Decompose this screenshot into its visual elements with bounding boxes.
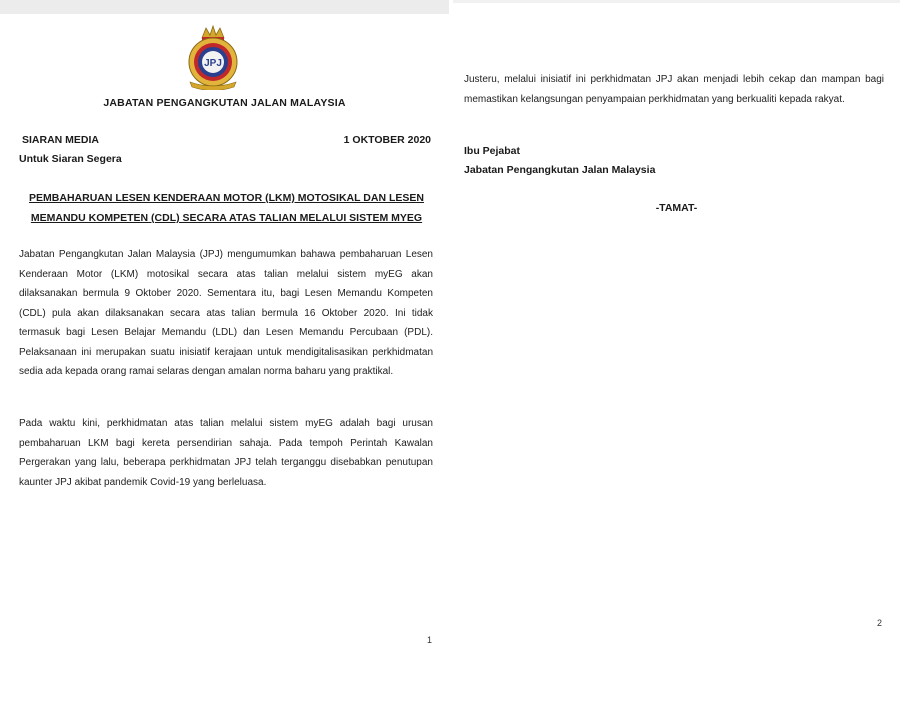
svg-text:JPJ: JPJ xyxy=(204,58,222,69)
body-paragraph-3: Justeru, melalui inisiatif ini perkhidmatan JPJ akan menjadi lebih cekap dan mampan bagi memastikan kelangsungan penyampaian perkhidmatan yang berkualiti kepada rakyat. xyxy=(464,74,884,105)
page-number: 1 xyxy=(427,635,433,645)
office-line-1: Ibu Pejabat xyxy=(464,145,521,157)
media-label: SIARAN MEDIA xyxy=(22,134,100,146)
release-date: 1 OKTOBER 2020 xyxy=(343,134,431,146)
agency-name: JABATAN PENGANGKUTAN JALAN MALAYSIA xyxy=(103,97,346,109)
body-paragraph-1: Jabatan Pengangkutan Jalan Malaysia (JPJ) mengumumkan bahawa pembaharuan Lesen Kenderaan Motor (LKM) motosikal secara atas talian melalui sistem myEG akan dilaksanakan bermula 9 Oktober 2020. Sementara itu, bagi Lesen Memandu Kompeten (CDL) pula akan dilaksanakan secara atas talian bermula 16 Oktober 2020. Ini tidak termasuk bagi Lesen Belajar Memandu (LDL) dan Lesen Memandu Percubaan (PDL). Pelaksanaan ini merupakan suatu inisiatif kerajaan untuk mendigitalisasikan perkhidmatan sedia ada kepada orang ramai selaras dengan amalan norma baharu yang praktikal. xyxy=(19,249,433,377)
release-note: Untuk Siaran Segera xyxy=(19,153,122,165)
page-gap-top-left xyxy=(0,0,449,14)
body-paragraph-2: Pada waktu kini, perkhidmatan atas talian melalui sistem myEG adalah bagi urusan pembaharuan LKM bagi kereta persendirian sahaja. Pada tempoh Perintah Kawalan Pergerakan yang lalu, beberapa perkhidmatan JPJ telah terganggu disebabkan penutupan kaunter JPJ akibat pandemik Covid-19 yang berleluasa. xyxy=(19,418,433,488)
end-mark: -TAMAT- xyxy=(655,202,698,214)
document-page-2 xyxy=(453,3,900,705)
press-headline: PEMBAHARUAN LESEN KENDERAAN MOTOR (LKM) MOTOSIKAL DAN LESEN MEMANDU KOMPETEN (CDL) SECARA ATAS TALIAN MELALUI SISTEM MYEG xyxy=(29,192,424,224)
document-page-1 xyxy=(0,14,449,716)
jpj-emblem-icon xyxy=(180,24,246,90)
page-number: 2 xyxy=(877,618,883,628)
office-line-2: Jabatan Pengangkutan Jalan Malaysia xyxy=(464,164,656,176)
